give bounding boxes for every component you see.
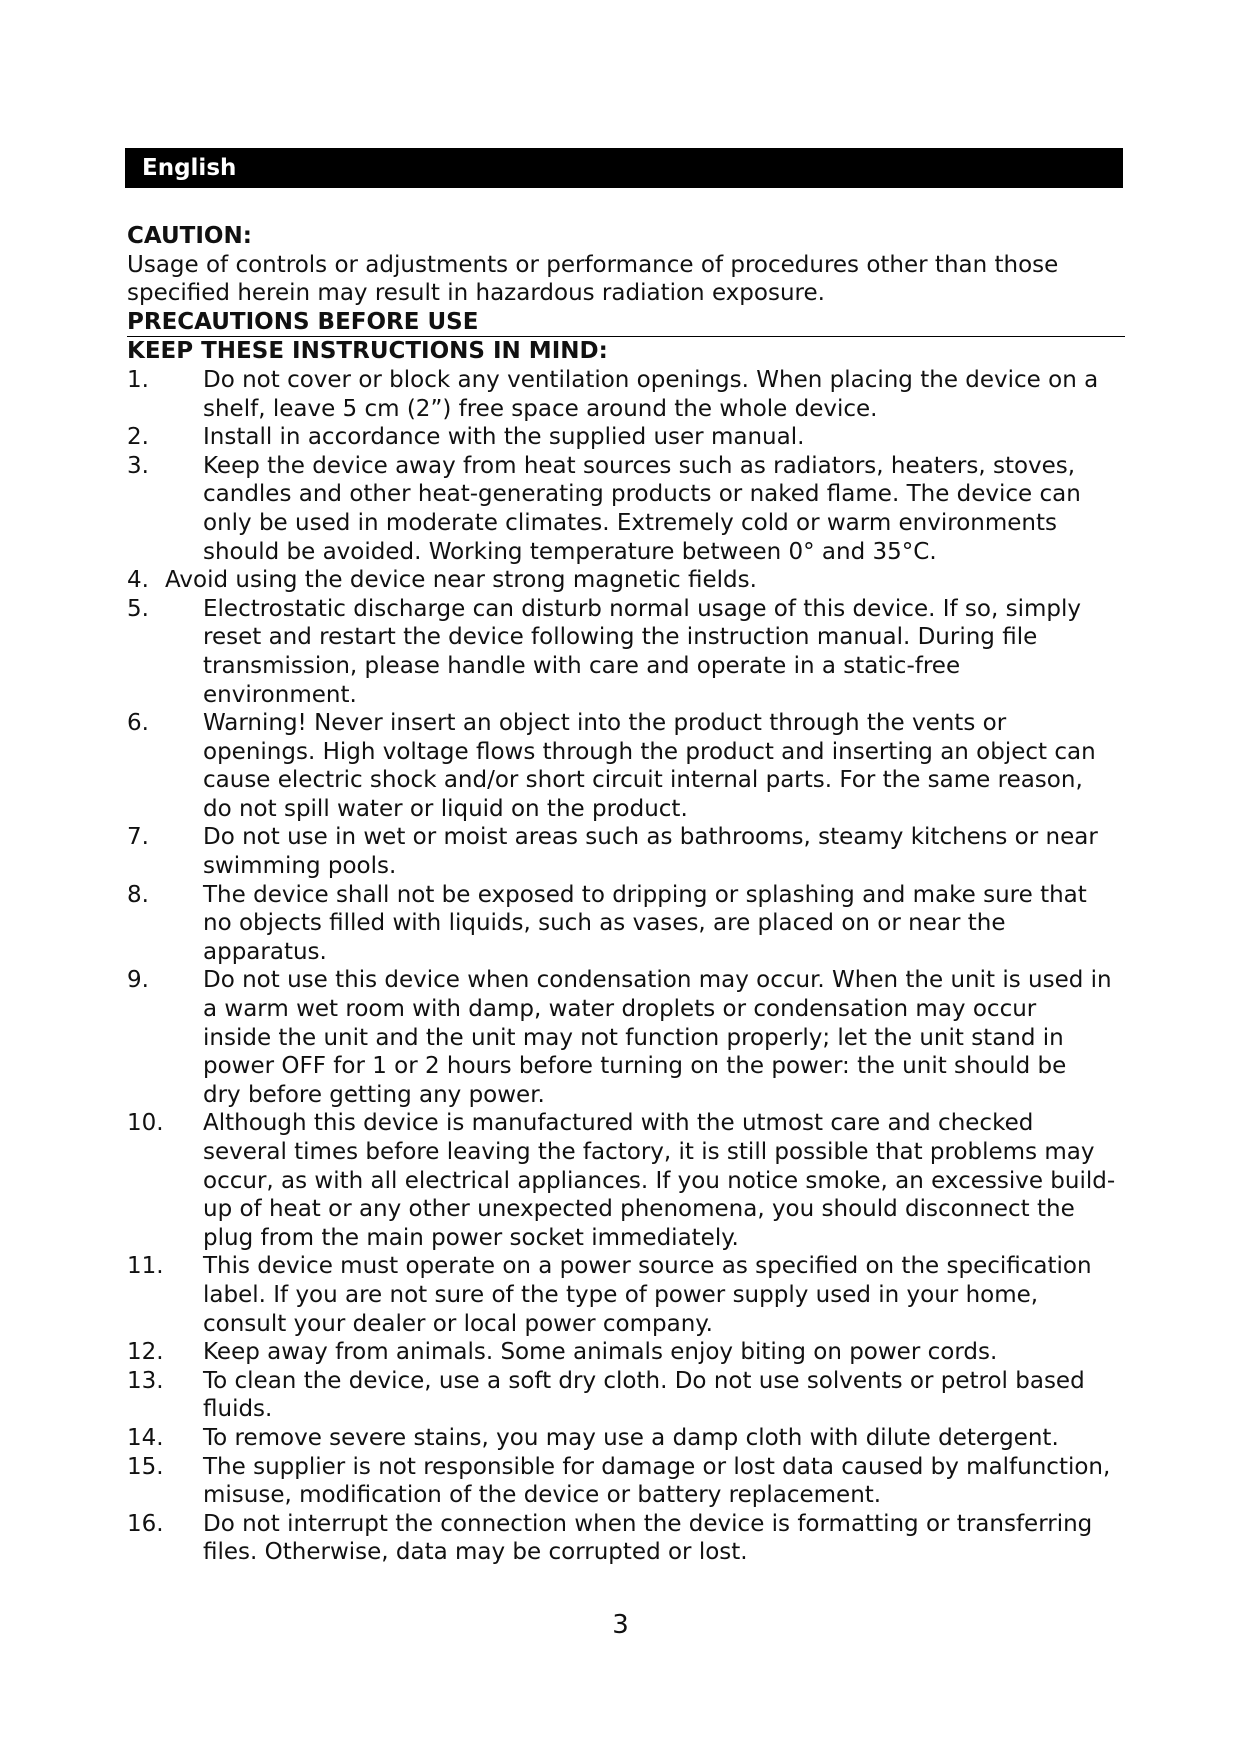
list-item-line: Although this device is manufactured with the utmost care and checked	[203, 1110, 1034, 1137]
list-item-line: a warm wet room with damp, water droplets or condensation may occur	[203, 996, 1037, 1023]
list-item-line: dry before getting any power.	[203, 1081, 545, 1108]
list-item-line: power OFF for 1 or 2 hours before turning on the power: the unit should be	[203, 1053, 1067, 1080]
list-item-line: This device must operate on a power source as specified on the specification	[203, 1253, 1092, 1280]
page-number: 3	[612, 1610, 629, 1640]
list-item-line: several times before leaving the factory, it is still possible that problems may	[203, 1139, 1095, 1165]
list-item-text	[203, 1338, 1125, 1367]
list-item-line: plug from the main power socket immediately.	[203, 1224, 739, 1251]
list-item-line: consult your dealer or local power company.	[203, 1310, 713, 1337]
list-item-text	[203, 1252, 1125, 1338]
list-item-line: Keep the device away from heat sources such as radiators, heaters, stoves,	[203, 452, 1076, 479]
list-item	[127, 823, 1125, 880]
list-item-line: fluids.	[203, 1396, 273, 1423]
list-item-number: 1.	[127, 366, 149, 393]
list-item-line: only be used in moderate climates. Extremely cold or warm environments	[203, 509, 1057, 536]
list-item-number: 11.	[127, 1253, 164, 1280]
list-item-line: do not spill water or liquid on the product.	[203, 795, 688, 822]
caution-title: CAUTION:	[127, 223, 252, 249]
list-item-line: label. If you are not sure of the type of power supply used in your home,	[203, 1281, 1039, 1308]
caution-line-2: specified herein may result in hazardous radiation exposure.	[127, 280, 825, 307]
list-item	[127, 709, 1125, 823]
list-item-line: Do not cover or block any ventilation openings. When placing the device on a	[203, 366, 1099, 393]
list-item-line: Do not use in wet or moist areas such as bathrooms, steamy kitchens or near	[203, 824, 1098, 851]
list-item	[127, 881, 1125, 967]
list-item-text	[203, 1453, 1125, 1510]
list-item	[127, 1453, 1125, 1510]
list-item-text	[203, 423, 1125, 452]
list-item-line: Warning! Never insert an object into the product through the vents or	[203, 710, 1007, 737]
list-item-number: 7.	[127, 824, 149, 851]
list-item-number: 3.	[127, 452, 149, 479]
list-item-line: transmission, please handle with care and operate in a static-free	[203, 652, 961, 679]
list-item-number: 2.	[127, 424, 149, 451]
list-item	[127, 1109, 1125, 1252]
list-item-line: shelf, leave 5 cm (2”) free space around the whole device.	[203, 395, 878, 422]
list-item-line: files. Otherwise, data may be corrupted or lost.	[203, 1539, 748, 1566]
list-item-text	[203, 1109, 1125, 1252]
precautions-subtitle: KEEP THESE INSTRUCTIONS IN MIND:	[127, 338, 608, 365]
list-item	[127, 1367, 1125, 1424]
list-item-number: 10.	[127, 1110, 164, 1137]
list-item-line: environment.	[203, 681, 357, 708]
list-item-number: 9.	[127, 967, 149, 994]
list-item-text	[203, 709, 1125, 823]
language-header: English	[125, 148, 1123, 188]
list-item-line: apparatus.	[203, 938, 327, 965]
list-item	[127, 423, 1125, 452]
list-item-text	[203, 1367, 1125, 1424]
list-item	[127, 1252, 1125, 1338]
list-item-number: 6.	[127, 710, 149, 737]
list-item-line: The supplier is not responsible for damage or lost data caused by malfunction,	[203, 1453, 1111, 1480]
list-item-text	[203, 966, 1125, 1109]
list-item-text	[203, 452, 1125, 566]
list-item-text	[203, 366, 1125, 423]
list-item-text	[165, 566, 1125, 595]
list-item-number: 8.	[127, 881, 149, 908]
list-item	[127, 1424, 1125, 1453]
list-item	[127, 1510, 1125, 1567]
main-content	[127, 222, 1125, 1567]
list-item-line: should be avoided. Working temperature between 0° and 35°C.	[203, 538, 937, 565]
list-item-line: swimming pools.	[203, 853, 397, 880]
list-item-number: 15.	[127, 1453, 164, 1480]
list-item-line: Electrostatic discharge can disturb normal usage of this device. If so, simply	[203, 595, 1081, 622]
precautions-title: PRECAUTIONS BEFORE USE	[127, 308, 1125, 338]
list-item-line: no objects filled with liquids, such as vases, are placed on or near the	[203, 910, 1006, 937]
list-item-line: cause electric shock and/or short circuit internal parts. For the same reason,	[203, 767, 1083, 794]
list-item-number: 5.	[127, 595, 149, 622]
list-item-line: The device shall not be exposed to dripping or splashing and make sure that	[203, 881, 1087, 908]
list-item-line: inside the unit and the unit may not function properly; let the unit stand in	[203, 1024, 1064, 1051]
list-item	[127, 966, 1125, 1109]
list-item-line: occur, as with all electrical appliances. If you notice smoke, an excessive build-	[203, 1167, 1116, 1194]
list-item-number: 13.	[127, 1367, 164, 1394]
list-item-line: To remove severe stains, you may use a damp cloth with dilute detergent.	[203, 1424, 1059, 1451]
list-item	[127, 566, 1125, 595]
list-item-line: misuse, modification of the device or battery replacement.	[203, 1482, 882, 1509]
list-item-number: 4.	[127, 567, 149, 594]
list-item	[127, 366, 1125, 423]
list-item-line: Do not use this device when condensation may occur. When the unit is used in	[203, 967, 1112, 994]
list-item	[127, 1338, 1125, 1367]
list-item-text	[203, 1510, 1125, 1567]
list-item-line: candles and other heat-generating products or naked flame. The device can	[203, 481, 1081, 508]
list-item-line: openings. High voltage flows through the product and inserting an object can	[203, 738, 1096, 765]
list-item-line: To clean the device, use a soft dry cloth. Do not use solvents or petrol based	[203, 1367, 1085, 1394]
list-item	[127, 595, 1125, 709]
precautions-list	[127, 366, 1125, 1567]
list-item-number: 16.	[127, 1510, 164, 1537]
list-item-line: Avoid using the device near strong magnetic fields.	[165, 567, 757, 594]
list-item	[127, 452, 1125, 566]
caution-line-1: Usage of controls or adjustments or performance of procedures other than those	[127, 251, 1059, 278]
list-item-number: 14.	[127, 1424, 164, 1451]
list-item-text	[203, 823, 1125, 880]
list-item-line: Do not interrupt the connection when the device is formatting or transferring	[203, 1510, 1093, 1537]
list-item-line: Keep away from animals. Some animals enjoy biting on power cords.	[203, 1339, 998, 1366]
list-item-text	[203, 881, 1125, 967]
list-item-text	[203, 1424, 1125, 1453]
list-item-text	[203, 595, 1125, 709]
list-item-line: Install in accordance with the supplied user manual.	[203, 424, 805, 451]
list-item-number: 12.	[127, 1339, 164, 1366]
list-item-line: up of heat or any other unexpected phenomena, you should disconnect the	[203, 1196, 1075, 1223]
list-item-line: reset and restart the device following the instruction manual. During file	[203, 624, 1038, 651]
